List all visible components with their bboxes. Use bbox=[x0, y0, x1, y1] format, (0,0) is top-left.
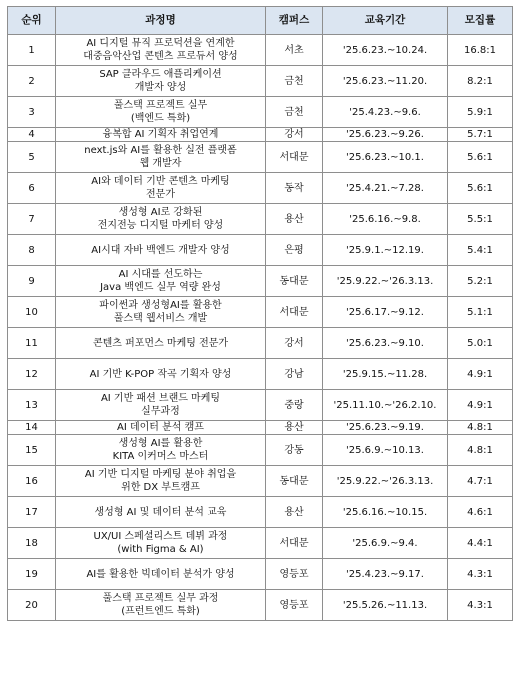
course-cell bbox=[56, 142, 266, 173]
course-name-line: AI시대 자바 백엔드 개발자 양성 bbox=[91, 244, 230, 256]
table-body bbox=[8, 35, 513, 621]
rank-cell: 2 bbox=[8, 66, 56, 97]
table-row bbox=[8, 142, 513, 173]
table-row bbox=[8, 328, 513, 359]
rate-cell: 5.0:1 bbox=[448, 328, 513, 359]
course-name-line: AI 데이터 분석 캠프 bbox=[117, 422, 204, 433]
course-cell bbox=[56, 128, 266, 142]
course-cell bbox=[56, 35, 266, 66]
rank-cell: 7 bbox=[8, 204, 56, 235]
header-period: 교육기간 bbox=[323, 7, 448, 35]
course-name-line: 융복합 AI 기획자 취업연계 bbox=[102, 129, 219, 140]
course-name-line: 위한 DX 부트캠프 bbox=[121, 482, 200, 493]
period-cell: '25.6.23.~10.1. bbox=[323, 142, 448, 173]
course-name-line: AI 디지털 뮤직 프로덕션을 연계한 bbox=[86, 38, 235, 49]
rate-cell: 4.9:1 bbox=[448, 359, 513, 390]
rate-cell: 4.3:1 bbox=[448, 590, 513, 621]
rate-cell: 5.6:1 bbox=[448, 173, 513, 204]
table-row bbox=[8, 528, 513, 559]
period-cell: '25.6.17.~9.12. bbox=[323, 297, 448, 328]
rank-cell: 20 bbox=[8, 590, 56, 621]
ranking-table bbox=[7, 6, 513, 621]
campus-cell: 동대문 bbox=[266, 466, 323, 497]
period-cell: '25.6.16.~9.8. bbox=[323, 204, 448, 235]
course-name-line: 개발자 양성 bbox=[134, 82, 187, 93]
table-row bbox=[8, 497, 513, 528]
rate-cell: 5.5:1 bbox=[448, 204, 513, 235]
header-row bbox=[8, 7, 513, 35]
course-cell bbox=[56, 66, 266, 97]
campus-cell: 은평 bbox=[266, 235, 323, 266]
course-name-line: SAP 클라우드 애플리케이션 bbox=[99, 69, 222, 80]
rate-cell: 4.8:1 bbox=[448, 435, 513, 466]
course-name-line: 실무과정 bbox=[141, 406, 180, 417]
course-name-line: Java 백엔드 실무 역량 완성 bbox=[100, 282, 221, 293]
period-cell: '25.9.1.~12.19. bbox=[323, 235, 448, 266]
course-name-line: 전지전능 디지털 마케터 양성 bbox=[97, 220, 224, 231]
course-cell bbox=[56, 528, 266, 559]
course-name-line: next.js와 AI를 활용한 실전 플랫폼 bbox=[84, 145, 237, 156]
table-row bbox=[8, 590, 513, 621]
rank-cell: 10 bbox=[8, 297, 56, 328]
campus-cell: 영등포 bbox=[266, 590, 323, 621]
course-name-line: UX/UI 스페셜리스트 데뷔 과정 bbox=[93, 531, 228, 542]
period-cell: '25.6.23.~9.19. bbox=[323, 421, 448, 435]
rank-cell: 19 bbox=[8, 559, 56, 590]
header-course: 과정명 bbox=[56, 7, 266, 35]
course-cell bbox=[56, 390, 266, 421]
course-cell bbox=[56, 297, 266, 328]
course-name-line: 풀스택 프로젝트 실무 과정 bbox=[102, 593, 219, 604]
course-name-line: AI 기반 디지털 마케팅 분야 취업을 bbox=[84, 469, 237, 480]
table-row bbox=[8, 97, 513, 128]
table-row bbox=[8, 35, 513, 66]
rank-cell: 16 bbox=[8, 466, 56, 497]
rate-cell: 4.6:1 bbox=[448, 497, 513, 528]
table-row bbox=[8, 266, 513, 297]
table-row bbox=[8, 466, 513, 497]
course-name-line: (백엔드 특화) bbox=[130, 113, 191, 124]
course-name-line: 생성형 AI를 활용한 bbox=[118, 438, 203, 449]
header-campus: 캠퍼스 bbox=[266, 7, 323, 35]
course-cell bbox=[56, 559, 266, 590]
campus-cell: 용산 bbox=[266, 421, 323, 435]
campus-cell: 강서 bbox=[266, 328, 323, 359]
table-row bbox=[8, 173, 513, 204]
period-cell: '25.9.22.~'26.3.13. bbox=[323, 466, 448, 497]
table-row bbox=[8, 297, 513, 328]
course-name-line: AI 기반 K-POP 작곡 기획자 양성 bbox=[89, 368, 232, 380]
rank-cell: 4 bbox=[8, 128, 56, 142]
course-name-line: 대중음악산업 콘텐츠 프로듀서 양성 bbox=[83, 51, 238, 62]
course-name-line: AI 기반 패션 브랜드 마케팅 bbox=[100, 393, 221, 404]
course-name-line: (with Figma & AI) bbox=[117, 544, 204, 555]
table-row bbox=[8, 435, 513, 466]
rank-cell: 17 bbox=[8, 497, 56, 528]
rate-cell: 4.3:1 bbox=[448, 559, 513, 590]
rank-cell: 13 bbox=[8, 390, 56, 421]
rank-cell: 11 bbox=[8, 328, 56, 359]
course-cell bbox=[56, 266, 266, 297]
course-name-line: 콘텐츠 퍼포먼스 마케팅 전문가 bbox=[92, 337, 229, 349]
course-name-line: AI를 활용한 빅데이터 분석가 양성 bbox=[86, 568, 235, 580]
period-cell: '25.4.23.~9.6. bbox=[323, 97, 448, 128]
course-cell bbox=[56, 466, 266, 497]
header-rank: 순위 bbox=[8, 7, 56, 35]
course-cell bbox=[56, 328, 266, 359]
table-row bbox=[8, 559, 513, 590]
rank-cell: 3 bbox=[8, 97, 56, 128]
course-cell bbox=[56, 435, 266, 466]
campus-cell: 서초 bbox=[266, 35, 323, 66]
course-cell bbox=[56, 421, 266, 435]
period-cell: '25.9.22.~'26.3.13. bbox=[323, 266, 448, 297]
header-rate: 모집률 bbox=[448, 7, 513, 35]
campus-cell: 중랑 bbox=[266, 390, 323, 421]
period-cell: '25.4.21.~7.28. bbox=[323, 173, 448, 204]
campus-cell: 용산 bbox=[266, 204, 323, 235]
campus-cell: 강동 bbox=[266, 435, 323, 466]
period-cell: '25.4.23.~9.17. bbox=[323, 559, 448, 590]
campus-cell: 동대문 bbox=[266, 266, 323, 297]
rate-cell: 4.9:1 bbox=[448, 390, 513, 421]
campus-cell: 강남 bbox=[266, 359, 323, 390]
rank-cell: 12 bbox=[8, 359, 56, 390]
rate-cell: 5.6:1 bbox=[448, 142, 513, 173]
rate-cell: 16.8:1 bbox=[448, 35, 513, 66]
course-name-line: 생성형 AI 및 데이터 분석 교육 bbox=[94, 506, 227, 518]
course-name-line: 풀스택 웹서비스 개발 bbox=[113, 313, 208, 324]
table-row bbox=[8, 390, 513, 421]
course-cell bbox=[56, 235, 266, 266]
rate-cell: 5.4:1 bbox=[448, 235, 513, 266]
rate-cell: 5.2:1 bbox=[448, 266, 513, 297]
course-name-line: 파이썬과 생성형AI를 활용한 bbox=[99, 300, 222, 311]
period-cell: '25.6.23.~9.10. bbox=[323, 328, 448, 359]
campus-cell: 금천 bbox=[266, 66, 323, 97]
course-name-line: AI와 데이터 기반 콘텐츠 마케팅 bbox=[91, 176, 230, 187]
rate-cell: 5.7:1 bbox=[448, 128, 513, 142]
period-cell: '25.9.15.~11.28. bbox=[323, 359, 448, 390]
table-row bbox=[8, 128, 513, 142]
rank-cell: 15 bbox=[8, 435, 56, 466]
course-cell bbox=[56, 497, 266, 528]
campus-cell: 서대문 bbox=[266, 297, 323, 328]
rank-cell: 6 bbox=[8, 173, 56, 204]
course-name-line: 전문가 bbox=[146, 189, 175, 200]
table-row bbox=[8, 204, 513, 235]
course-cell bbox=[56, 204, 266, 235]
table-row bbox=[8, 235, 513, 266]
period-cell: '25.6.9.~10.13. bbox=[323, 435, 448, 466]
rank-cell: 9 bbox=[8, 266, 56, 297]
rank-cell: 18 bbox=[8, 528, 56, 559]
rate-cell: 4.4:1 bbox=[448, 528, 513, 559]
campus-cell: 서대문 bbox=[266, 142, 323, 173]
rate-cell: 4.7:1 bbox=[448, 466, 513, 497]
campus-cell: 영등포 bbox=[266, 559, 323, 590]
course-name-line: (프런트엔드 특화) bbox=[121, 606, 200, 617]
rate-cell: 5.9:1 bbox=[448, 97, 513, 128]
course-name-line: 웹 개발자 bbox=[139, 158, 182, 169]
course-name-line: AI 시대를 선도하는 bbox=[118, 269, 203, 280]
campus-cell: 서대문 bbox=[266, 528, 323, 559]
campus-cell: 용산 bbox=[266, 497, 323, 528]
campus-cell: 금천 bbox=[266, 97, 323, 128]
course-cell bbox=[56, 97, 266, 128]
course-name-line: 풀스택 프로젝트 실무 bbox=[113, 100, 208, 111]
campus-cell: 강서 bbox=[266, 128, 323, 142]
period-cell: '25.6.23.~11.20. bbox=[323, 66, 448, 97]
course-name-line: 생성형 AI로 강화된 bbox=[118, 207, 203, 218]
course-name-line: KITA 이커머스 마스터 bbox=[112, 451, 209, 462]
period-cell: '25.6.9.~9.4. bbox=[323, 528, 448, 559]
course-cell bbox=[56, 590, 266, 621]
period-cell: '25.11.10.~'26.2.10. bbox=[323, 390, 448, 421]
rate-cell: 5.1:1 bbox=[448, 297, 513, 328]
rank-cell: 1 bbox=[8, 35, 56, 66]
rank-cell: 8 bbox=[8, 235, 56, 266]
table-row bbox=[8, 66, 513, 97]
course-cell bbox=[56, 173, 266, 204]
period-cell: '25.6.23.~9.26. bbox=[323, 128, 448, 142]
period-cell: '25.6.16.~10.15. bbox=[323, 497, 448, 528]
table-row bbox=[8, 421, 513, 435]
rank-cell: 5 bbox=[8, 142, 56, 173]
rate-cell: 4.8:1 bbox=[448, 421, 513, 435]
table-row bbox=[8, 359, 513, 390]
course-cell bbox=[56, 359, 266, 390]
period-cell: '25.6.23.~10.24. bbox=[323, 35, 448, 66]
rate-cell: 8.2:1 bbox=[448, 66, 513, 97]
campus-cell: 동작 bbox=[266, 173, 323, 204]
period-cell: '25.5.26.~11.13. bbox=[323, 590, 448, 621]
rank-cell: 14 bbox=[8, 421, 56, 435]
